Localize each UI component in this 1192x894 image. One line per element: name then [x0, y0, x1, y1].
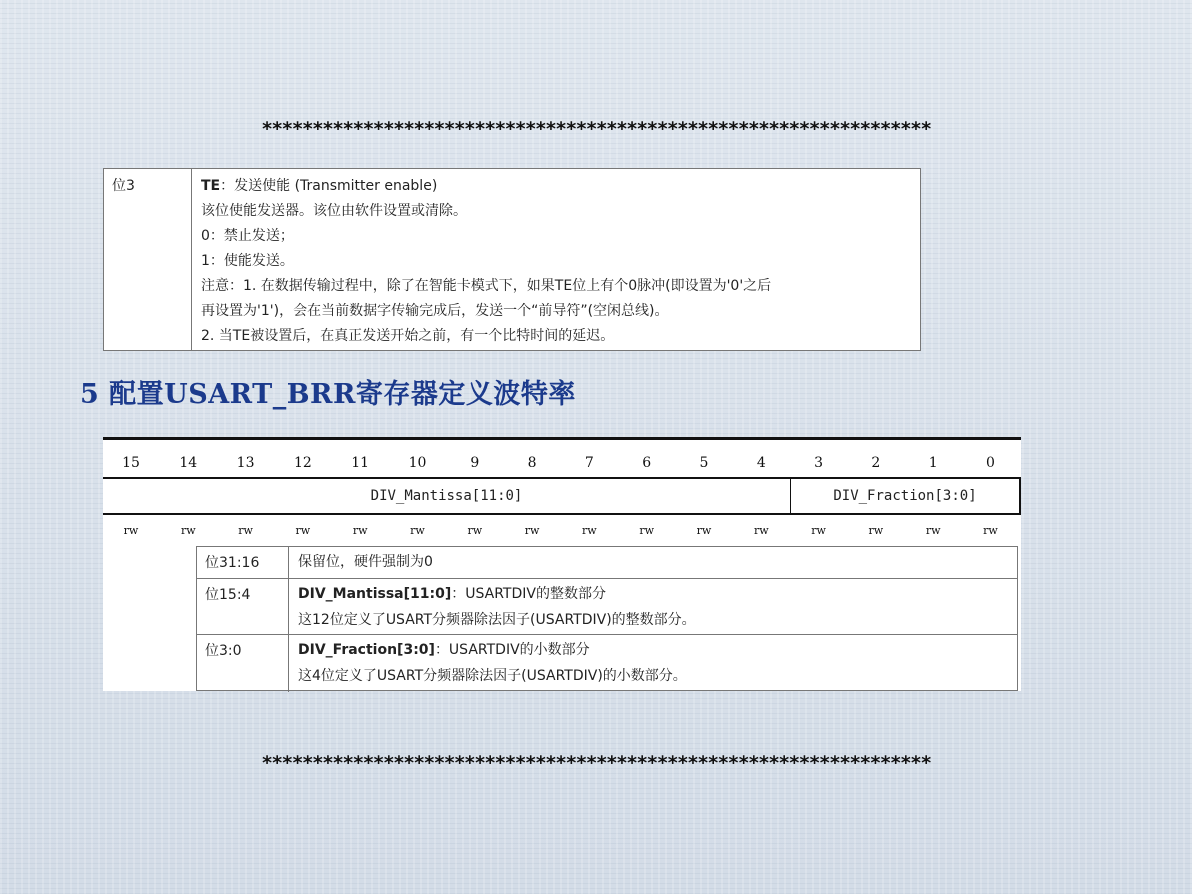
desc-bit-label: 位15:4 — [205, 587, 251, 603]
bit-number: 5 — [699, 455, 709, 471]
access-type: rw — [868, 524, 884, 537]
access-type: rw — [123, 524, 139, 537]
te-description — [201, 174, 914, 349]
desc-detail: 这4位定义了USART分频器除法因子(USARTDIV)的小数部分。 — [298, 668, 687, 684]
bit-number: 7 — [584, 455, 594, 471]
access-type: rw — [467, 524, 483, 537]
bit-description-table — [196, 546, 1018, 691]
usart-brr-register — [103, 437, 1021, 691]
desc-row-3-0 — [197, 635, 1017, 692]
register-fields — [103, 477, 1021, 515]
access-type: rw — [410, 524, 425, 537]
bit-number: 1 — [928, 455, 938, 471]
te-title — [201, 174, 914, 199]
desc-text-cell — [298, 552, 433, 578]
bit-number: 9 — [470, 455, 480, 471]
desc-bit-cell — [197, 547, 289, 578]
bit-number: 13 — [236, 455, 255, 471]
field-div-mantissa: DIV_Mantissa[11:0] — [103, 479, 791, 513]
access-type: rw — [295, 524, 311, 537]
section-heading: 5 配置USART_BRR寄存器定义波特率 — [80, 379, 576, 410]
desc-title — [298, 584, 696, 610]
bit-number: 10 — [408, 455, 427, 471]
access-type: rw — [753, 524, 769, 537]
desc-bit-cell — [197, 635, 289, 692]
te-title-rest: ：发送使能 (Transmitter enable) — [220, 178, 438, 194]
desc-text: 保留位，硬件强制为0 — [298, 554, 433, 570]
desc-bit-cell — [197, 579, 289, 634]
desc-row-15-4 — [197, 579, 1017, 635]
bit-number: 14 — [179, 455, 198, 471]
te-bit-cell — [104, 169, 192, 350]
separator-top: ****************************************************************** — [261, 118, 931, 140]
access-type: rw — [238, 524, 253, 537]
bit-number: 15 — [122, 455, 140, 471]
te-line: 注意：1. 在数据传输过程中，除了在智能卡模式下，如果TE位上有个0脉冲(即设置为'0'之后 — [201, 278, 772, 294]
bit-number: 0 — [986, 455, 995, 471]
desc-title-rest: ：USARTDIV的整数部分 — [451, 586, 606, 602]
access-type: rw — [925, 524, 941, 537]
access-type: rw — [639, 524, 655, 537]
te-bit-table — [103, 168, 921, 351]
bit-number: 11 — [351, 455, 370, 471]
te-bit-label: 位3 — [112, 178, 135, 194]
bit-number: 2 — [871, 455, 881, 471]
desc-title-rest: ：USARTDIV的小数部分 — [434, 642, 590, 658]
separator-bottom: ****************************************************************** — [261, 752, 931, 774]
bit-number: 4 — [756, 455, 766, 471]
access-type: rw — [696, 524, 712, 537]
desc-bit-label: 位31:16 — [205, 555, 260, 571]
te-line: 再设置为'1')，会在当前数据字传输完成后，发送一个“前导符”(空闲总线)。 — [201, 303, 669, 319]
desc-text-cell — [298, 640, 687, 692]
desc-text-cell — [298, 584, 696, 636]
te-line: 2. 当TE被设置后，在真正发送开始之前，有一个比特时间的延迟。 — [201, 328, 615, 344]
access-type: rw — [524, 524, 540, 537]
desc-title-bold: DIV_Mantissa[11:0] — [298, 586, 452, 602]
access-type: rw — [582, 524, 597, 537]
te-title-bold: TE — [201, 178, 221, 194]
desc-detail: 这12位定义了USART分频器除法因子(USARTDIV)的整数部分。 — [298, 612, 696, 628]
access-type: rw — [352, 524, 368, 537]
te-line: 该位使能发送器。该位由软件设置或清除。 — [201, 203, 467, 219]
te-line: 0：禁止发送； — [201, 228, 294, 244]
bit-number: 8 — [527, 455, 537, 471]
bit-number: 3 — [814, 455, 824, 471]
desc-title — [298, 640, 687, 666]
bit-number-row — [103, 455, 1021, 475]
te-line: 1：使能发送。 — [201, 253, 294, 269]
field-div-fraction: DIV_Fraction[3:0] — [791, 479, 1021, 513]
access-type: rw — [811, 524, 826, 537]
register-top-rule — [103, 437, 1021, 440]
bit-number: 12 — [293, 455, 312, 471]
bit-number: 6 — [642, 455, 652, 471]
desc-title-bold: DIV_Fraction[3:0] — [298, 642, 435, 658]
access-row — [103, 524, 1021, 542]
access-type: rw — [983, 524, 998, 537]
access-type: rw — [180, 524, 196, 537]
desc-bit-label: 位3:0 — [205, 643, 242, 659]
desc-row-31-16 — [197, 547, 1017, 579]
